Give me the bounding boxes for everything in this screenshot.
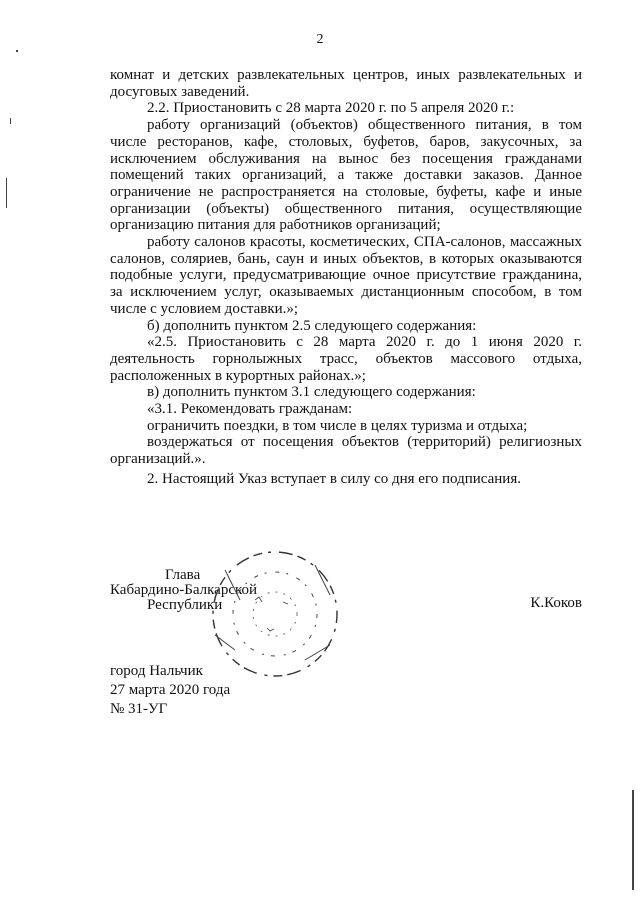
signature-title-line: Кабардино-Балкарской: [110, 582, 258, 598]
decree-number: № 31-УГ: [110, 701, 168, 717]
decree-city: город Нальчик: [110, 663, 203, 679]
paragraph: «2.5. Приостановить с 28 марта 2020 г. до 1 июня 2020 г. деятельность горнолыжных трасс, объектов массового отдыха, расположенных в курортных районах.»;: [110, 334, 582, 384]
scan-margin-mark: [6, 178, 7, 208]
signature-title-line: Республики: [147, 597, 223, 613]
scan-margin-mark: [10, 118, 11, 124]
decree-details: [110, 662, 230, 719]
paragraph: б) дополнить пунктом 2.5 следующего содержания:: [147, 317, 477, 334]
page-number: 2: [316, 32, 324, 47]
signature-title-line: Глава: [165, 567, 201, 583]
paragraph: работу салонов красоты, косметических, СПА-салонов, массажных салонов, соляриев, бань, саун и иных объектов, в которых оказываются подобные услуги, предусматривающие очное присутствие гражданина, за исключением услуг, оказываемых дистанционным способом, в том числе с условием доставки.»;: [110, 234, 582, 317]
paragraph: воздержаться от посещения объектов (территорий) религиозных организаций.».: [110, 434, 582, 468]
signatory-name: К.Коков: [530, 595, 582, 611]
paragraph: работу организаций (объектов) общественного питания, в том числе ресторанов, кафе, столовых, буфетов, баров, закусочных, за исключением обслуживания на вынос без посещения гражданами помещений таких организаций, а также доставки заказов. Данное ограничение не распространяется на столовые, буфеты, кафе и иные организации (объекты) общественного питания, осуществляющие организацию питания для работников организаций;: [110, 117, 582, 234]
paragraph: 2.2. Приостановить с 28 марта 2020 г. по 5 апреля 2020 г.:: [147, 100, 515, 117]
paragraph: 2. Настоящий Указ вступает в силу со дня его подписания.: [147, 470, 521, 487]
paragraph: комнат и детских развлекательных центров, иных развлекательных и досуговых заведений.: [110, 67, 582, 100]
scan-margin-mark: [16, 50, 18, 52]
paragraph: в) дополнить пунктом 3.1 следующего содержания:: [147, 384, 476, 401]
paragraph: «3.1. Рекомендовать гражданам:: [147, 401, 353, 418]
decree-body: [110, 67, 582, 488]
scan-margin-mark: [632, 790, 634, 890]
decree-date: 27 марта 2020 года: [110, 682, 231, 698]
paragraph: ограничить поездки, в том числе в целях туризма и отдыха;: [147, 417, 528, 434]
signature-block: [110, 566, 582, 626]
